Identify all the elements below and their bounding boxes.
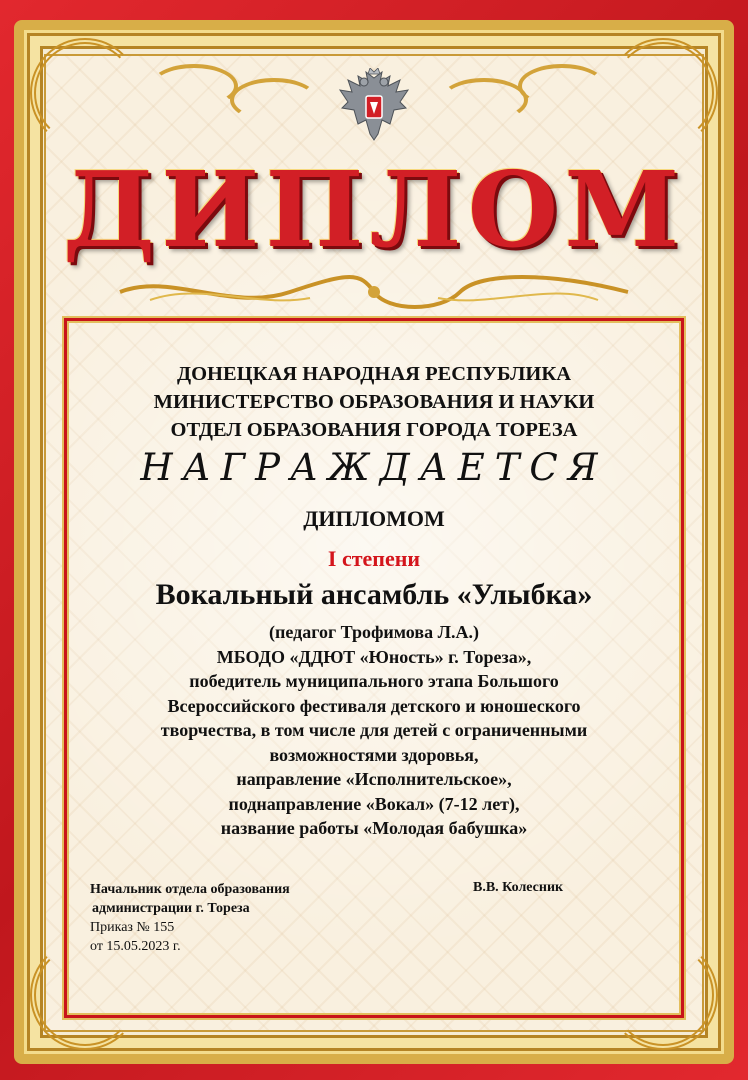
diploma-word: ДИПЛОМОМ [303,506,445,531]
details-line: название работы «Молодая бабушка» [220,818,528,838]
details-line: поднаправление «Вокал» (7-12 лет), [228,793,520,814]
details-line: победитель муниципального этапа Большого [189,671,559,691]
organization-line: ОТДЕЛ ОБРАЗОВАНИЯ ГОРОДА ТОРЕЗА [170,419,578,441]
swirl-ornament [150,64,238,108]
details-line: направление «Исполнительское», [236,769,512,789]
details-line: Всероссийского фестиваля детского и юношеского [167,695,581,716]
swirl-ornament [518,64,606,108]
organization-line: ДОНЕЦКАЯ НАРОДНАЯ РЕСПУБЛИКА [177,363,571,385]
details-line: (педагог Трофимова Л.А.) [269,622,479,642]
order-number: Приказ № 155 [90,920,175,935]
signer-name: В.В. Колесник [473,880,564,895]
corner-ornament-top-left [30,38,140,148]
swirl-ornament [230,78,318,122]
swirl-ornament [440,78,528,122]
details-line: МБОДО «ДДЮТ «Юность» г. Тореза», [216,646,532,667]
signature-block [90,880,290,956]
awarded-heading: НАГРАЖДАЕТСЯ [140,446,608,489]
organization-block [70,360,678,444]
corner-ornament-top-right [608,38,718,148]
title-underline-ornament [110,272,638,312]
organization-line: МИНИСТЕРСТВО ОБРАЗОВАНИЯ И НАУКИ [153,391,595,413]
details-line: творчества, в том числе для детей с ограниченными [160,720,588,740]
recipient-name: Вокальный ансамбль «Улыбка» [155,578,593,611]
signer-position-line: администрации г. Тореза [92,901,250,916]
details-line: возможностями здоровья, [269,744,479,765]
diploma-title: ДИПЛОМ [62,148,686,271]
double-headed-eagle-coat-of-arms-icon [334,68,414,144]
award-details [70,620,678,841]
degree-label: I степени [327,546,421,571]
signer-position-line: Начальник отдела образования [90,882,290,897]
order-date: от 15.05.2023 г. [90,939,181,954]
